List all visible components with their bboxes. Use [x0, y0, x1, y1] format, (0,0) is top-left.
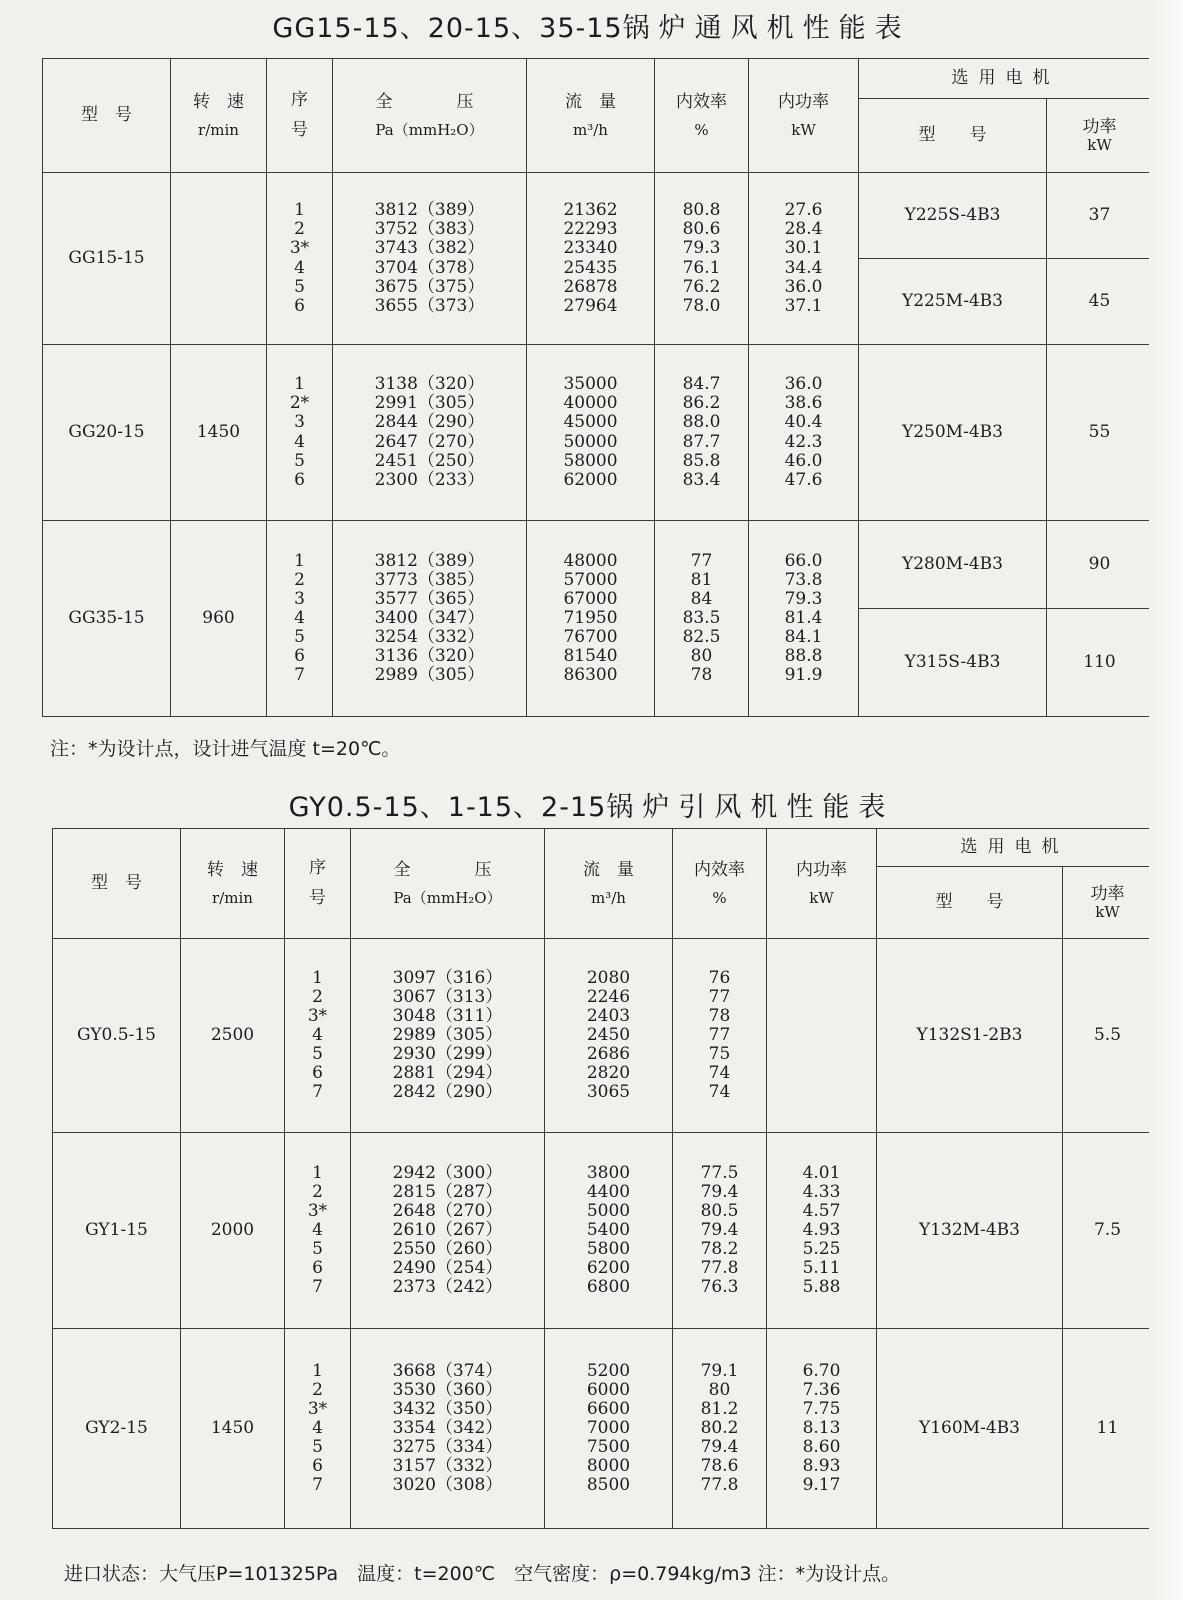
fan-performance-table: [42, 58, 1153, 717]
model-cell: GY2-15: [53, 1329, 181, 1529]
table2-note: 进口状态：大气压P=101325Pa 温度：t=200℃ 空气密度：ρ=0.794kg/m3 注：*为设计点。: [64, 1563, 901, 1585]
motor-model-cell: Y225M-4B3: [859, 259, 1047, 345]
pressure-cell: 3668（374） 3530（360） 3432（350） 3354（342） 3275（334） 3157（332） 3020（308）: [351, 1329, 545, 1529]
header-motor: 选用电机: [877, 829, 1153, 867]
table-row: [43, 345, 1153, 521]
speed-cell: 2000: [181, 1133, 285, 1329]
model-cell: GG20-15: [43, 345, 171, 521]
motor-power-cell: 110: [1047, 609, 1153, 717]
header-motor-power: 功率 kW: [1047, 99, 1153, 173]
model-cell: GY1-15: [53, 1133, 181, 1329]
header-efficiency: 内效率 %: [673, 829, 767, 939]
power-cell: 66.0 73.8 79.3 81.4 84.1 88.8 91.9: [749, 521, 859, 717]
pressure-cell: 2942（300） 2815（287） 2648（270） 2610（267） 2550（260） 2490（254） 2373（242）: [351, 1133, 545, 1329]
model-cell: GG15-15: [43, 173, 171, 345]
header-seq: 序 号: [267, 59, 333, 173]
table1-title: [0, 6, 1183, 45]
power-cell: 27.6 28.4 30.1 34.4 36.0 37.1: [749, 173, 859, 345]
table-row: [53, 1329, 1153, 1529]
motor-model-cell: Y250M-4B3: [859, 345, 1047, 521]
header-speed: 转 速 r/min: [171, 59, 267, 173]
header-motor-power: 功率 kW: [1063, 867, 1153, 939]
pressure-cell: 3812（389） 3773（385） 3577（365） 3400（347） 3254（332） 3136（320） 2989（305）: [333, 521, 527, 717]
seq-cell: 1 2 3 4 5 6 7: [267, 521, 333, 717]
header-pressure: 全 压 Pa（mmH₂O）: [333, 59, 527, 173]
power-cell: 4.01 4.33 4.57 4.93 5.25 5.11 5.88: [767, 1133, 877, 1329]
power-cell: [767, 939, 877, 1133]
flow-cell: 21362 22293 23340 25435 26878 27964: [527, 173, 655, 345]
pressure-cell: 3138（320） 2991（305） 2844（290） 2647（270） 2451（250） 2300（233）: [333, 345, 527, 521]
speed-cell: 1450: [181, 1329, 285, 1529]
header-speed: 转 速 r/min: [181, 829, 285, 939]
table-row: [43, 521, 1153, 609]
header-motor-model: 型 号: [877, 867, 1063, 939]
speed-cell: 2500: [181, 939, 285, 1133]
motor-power-cell: 7.5: [1063, 1133, 1153, 1329]
model-cell: GY0.5-15: [53, 939, 181, 1133]
motor-model-cell: Y315S-4B3: [859, 609, 1047, 717]
header-efficiency: 内效率 %: [655, 59, 749, 173]
motor-power-cell: 11: [1063, 1329, 1153, 1529]
power-cell: 36.0 38.6 40.4 42.3 46.0 47.6: [749, 345, 859, 521]
table2-title-code: GY0.5-15、1-15、2-15: [288, 792, 607, 823]
power-cell: 6.70 7.36 7.75 8.13 8.60 8.93 9.17: [767, 1329, 877, 1529]
header-seq: 序 号: [285, 829, 351, 939]
table-row: [53, 1133, 1153, 1329]
motor-model-cell: Y132M-4B3: [877, 1133, 1063, 1329]
motor-power-cell: 5.5: [1063, 939, 1153, 1133]
efficiency-cell: 79.1 80 81.2 80.2 79.4 78.6 77.8: [673, 1329, 767, 1529]
flow-cell: 3800 4400 5000 5400 5800 6200 6800: [545, 1133, 673, 1329]
seq-cell: 1 2 3* 4 5 6 7: [285, 1133, 351, 1329]
motor-model-cell: Y160M-4B3: [877, 1329, 1063, 1529]
efficiency-cell: 77 81 84 83.5 82.5 80 78: [655, 521, 749, 717]
efficiency-cell: 84.7 86.2 88.0 87.7 85.8 83.4: [655, 345, 749, 521]
table1-note: 注：*为设计点，设计进气温度 t=20℃。: [50, 738, 401, 760]
speed-cell: 960: [171, 521, 267, 717]
seq-cell: 1 2 3* 4 5 6 7: [285, 1329, 351, 1529]
efficiency-cell: 77.5 79.4 80.5 79.4 78.2 77.8 76.3: [673, 1133, 767, 1329]
header-model: 型 号: [43, 59, 171, 173]
seq-cell: 1 2 3* 4 5 6: [267, 173, 333, 345]
header-motor: 选用电机: [859, 59, 1153, 99]
table2-title: [0, 785, 1183, 824]
motor-model-cell: Y280M-4B3: [859, 521, 1047, 609]
efficiency-cell: 80.8 80.6 79.3 76.1 76.2 78.0: [655, 173, 749, 345]
pressure-cell: 3097（316） 3067（313） 3048（311） 2989（305） 2930（299） 2881（294） 2842（290）: [351, 939, 545, 1133]
header-motor-model: 型 号: [859, 99, 1047, 173]
motor-model-cell: Y225S-4B3: [859, 173, 1047, 259]
table1-title-text: 锅炉通风机性能表: [622, 13, 911, 44]
flow-cell: 5200 6000 6600 7000 7500 8000 8500: [545, 1329, 673, 1529]
motor-power-cell: 55: [1047, 345, 1153, 521]
motor-power-cell: 45: [1047, 259, 1153, 345]
seq-cell: 1 2 3* 4 5 6 7: [285, 939, 351, 1133]
motor-power-cell: 90: [1047, 521, 1153, 609]
page-edge: [1149, 0, 1183, 1600]
induced-fan-performance-table: [52, 828, 1153, 1529]
seq-cell: 1 2* 3 4 5 6: [267, 345, 333, 521]
flow-cell: 35000 40000 45000 50000 58000 62000: [527, 345, 655, 521]
table-row: [53, 939, 1153, 1133]
speed-cell: 1450: [171, 345, 267, 521]
speed-cell: [171, 173, 267, 345]
header-model: 型 号: [53, 829, 181, 939]
flow-cell: 2080 2246 2403 2450 2686 2820 3065: [545, 939, 673, 1133]
table2-title-text: 锅炉引风机性能表: [606, 792, 895, 823]
pressure-cell: 3812（389） 3752（383） 3743（382） 3704（378） 3675（375） 3655（373）: [333, 173, 527, 345]
header-flow: 流 量 m³/h: [545, 829, 673, 939]
header-flow: 流 量 m³/h: [527, 59, 655, 173]
motor-power-cell: 37: [1047, 173, 1153, 259]
header-power: 内功率 kW: [749, 59, 859, 173]
header-power: 内功率 kW: [767, 829, 877, 939]
table-row: [43, 173, 1153, 259]
motor-model-cell: Y132S1-2B3: [877, 939, 1063, 1133]
table1-title-code: GG15-15、20-15、35-15: [272, 13, 623, 44]
header-pressure: 全 压 Pa（mmH₂O）: [351, 829, 545, 939]
efficiency-cell: 76 77 78 77 75 74 74: [673, 939, 767, 1133]
model-cell: GG35-15: [43, 521, 171, 717]
flow-cell: 48000 57000 67000 71950 76700 81540 86300: [527, 521, 655, 717]
